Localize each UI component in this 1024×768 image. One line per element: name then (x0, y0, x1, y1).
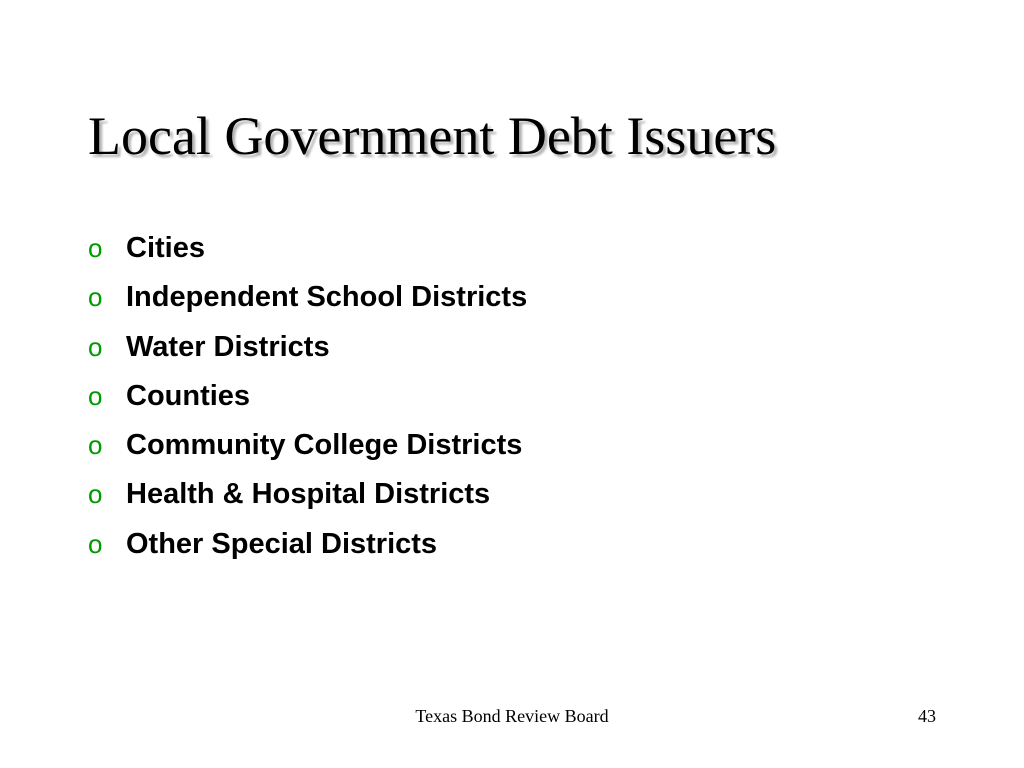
list-item-text: Cities (126, 232, 205, 264)
list-item-text: Other Special Districts (126, 527, 438, 560)
list-item (88, 273, 527, 322)
list-item-text: Community College Districts (126, 429, 523, 462)
bullet-marker-icon: o (88, 528, 103, 559)
bullet-marker-icon: o (88, 233, 103, 263)
page-number: 43 (918, 706, 936, 726)
slide-title: Local Government Debt Issuers (88, 106, 777, 166)
list-item (88, 421, 527, 470)
list-item (88, 520, 527, 569)
slide-footer: Texas Bond Review Board (415, 706, 609, 726)
bullet-marker-icon: o (88, 380, 103, 411)
list-item-text: Water Districts (126, 330, 330, 363)
list-item (88, 372, 527, 421)
list-item (88, 470, 527, 519)
list-item-text: Counties (126, 379, 251, 412)
bullet-marker-icon: o (88, 430, 103, 461)
list-item-text: Independent School Districts (126, 281, 528, 314)
list-item-text: Health & Hospital Districts (126, 478, 491, 511)
bullet-list (88, 224, 527, 569)
bullet-marker-icon: o (88, 479, 103, 510)
list-item (88, 323, 527, 372)
bullet-marker-icon: o (88, 331, 103, 362)
bullet-marker-icon: o (88, 282, 103, 313)
list-item (88, 224, 527, 273)
